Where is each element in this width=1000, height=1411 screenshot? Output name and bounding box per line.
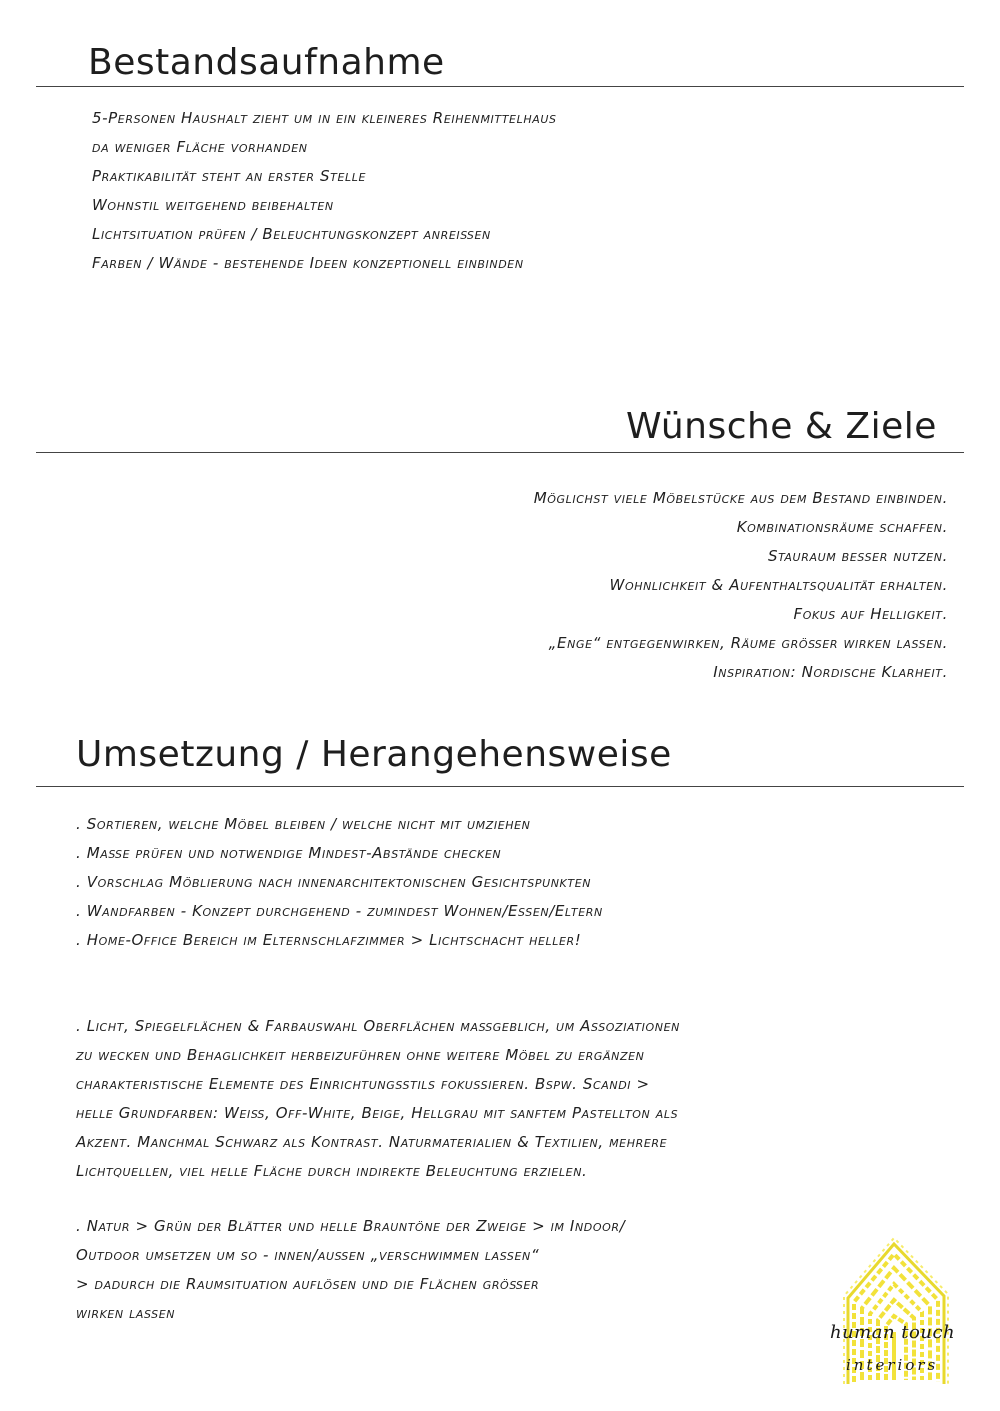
- paragraph-line: Akzent. Manchmal Schwarz als Kontrast. Naturmaterialien & Textilien, mehrere: [76, 1133, 668, 1151]
- logo-wordmark: human touch: [830, 1322, 956, 1343]
- paragraph-line: Outdoor umsetzen um so - innen/außen „verschwimmen lassen“: [76, 1246, 540, 1264]
- list-item: . Maße prüfen und notwendige Mindest-Abstände checken: [76, 844, 502, 862]
- list-item: Lichtsituation prüfen / Beleuchtungskonzept anreißen: [92, 225, 491, 243]
- logo-subtitle: interiors: [846, 1356, 939, 1374]
- list-item: Kombinationsräume schaffen.: [736, 518, 948, 536]
- list-item: da weniger Fläche vorhanden: [92, 138, 308, 156]
- list-item: . Wandfarben - Konzept durchgehend - zumindest Wohnen/Essen/Eltern: [76, 902, 603, 920]
- umsetzung-paragraph-2: [76, 1212, 625, 1328]
- list-item: . Home-Office Bereich im Elternschlafzimmer > Lichtschacht heller!: [76, 931, 582, 949]
- paragraph-line: . Licht, Spiegelflächen & Farbauswahl Oberflächen maßgeblich, um Assoziationen: [76, 1017, 680, 1035]
- umsetzung-list: [76, 810, 603, 955]
- paragraph-line: > dadurch die Raumsituation auflösen und die Flächen größer: [76, 1275, 540, 1293]
- list-item: „Enge“ entgegenwirken, Räume größer wirken lassen.: [548, 634, 948, 652]
- paragraph-line: zu wecken und Behaglichkeit herbeizuführen ohne weitere Möbel zu ergänzen: [76, 1046, 645, 1064]
- list-item: Farben / Wände - bestehende Ideen konzeptionell einbinden: [92, 254, 524, 272]
- list-item: . Sortieren, welche Möbel bleiben / welche nicht mit umziehen: [76, 815, 531, 833]
- paragraph-line: . Natur > Grün der Blätter und helle Brauntöne der Zweige > im Indoor/: [76, 1217, 626, 1235]
- section-title-bestandsaufnahme: Bestandsaufnahme: [88, 42, 445, 83]
- list-item: Möglichst viele Möbelstücke aus dem Bestand einbinden.: [533, 489, 948, 507]
- paragraph-line: wirken lassen: [76, 1304, 176, 1322]
- section-divider: [36, 452, 964, 453]
- paragraph-line: charakteristische Elemente des Einrichtungsstils fokussieren. Bspw. Scandi >: [76, 1075, 650, 1093]
- section-title-umsetzung: Umsetzung / Herangehensweise: [76, 734, 672, 775]
- list-item: Fokus auf Helligkeit.: [793, 605, 948, 623]
- wuensche-list: [534, 484, 948, 687]
- paragraph-line: helle Grundfarben: Weiß, Off-White, Beige, Hellgrau mit sanftem Pastellton als: [76, 1104, 679, 1122]
- section-divider: [36, 786, 964, 787]
- list-item: Inspiration: Nordische Klarheit.: [713, 663, 948, 681]
- list-item: 5-Personen Haushalt zieht um in ein kleineres Reihenmittelhaus: [92, 109, 557, 127]
- list-item: Praktikabilität steht an erster Stelle: [92, 167, 366, 185]
- section-title-wuensche-ziele: Wünsche & Ziele: [626, 406, 937, 447]
- list-item: Wohnlichkeit & Aufenthaltsqualität erhalten.: [609, 576, 948, 594]
- paragraph-line: Lichtquellen, viel helle Fläche durch indirekte Beleuchtung erzielen.: [76, 1162, 588, 1180]
- list-item: Stauraum besser nutzen.: [768, 547, 948, 565]
- list-item: . Vorschlag Möblierung nach innenarchitektonischen Gesichtspunkten: [76, 873, 592, 891]
- list-item: Wohnstil weitgehend beibehalten: [92, 196, 334, 214]
- bestandsaufnahme-list: [92, 104, 557, 278]
- section-divider: [36, 86, 964, 87]
- umsetzung-paragraph-1: [76, 1012, 680, 1186]
